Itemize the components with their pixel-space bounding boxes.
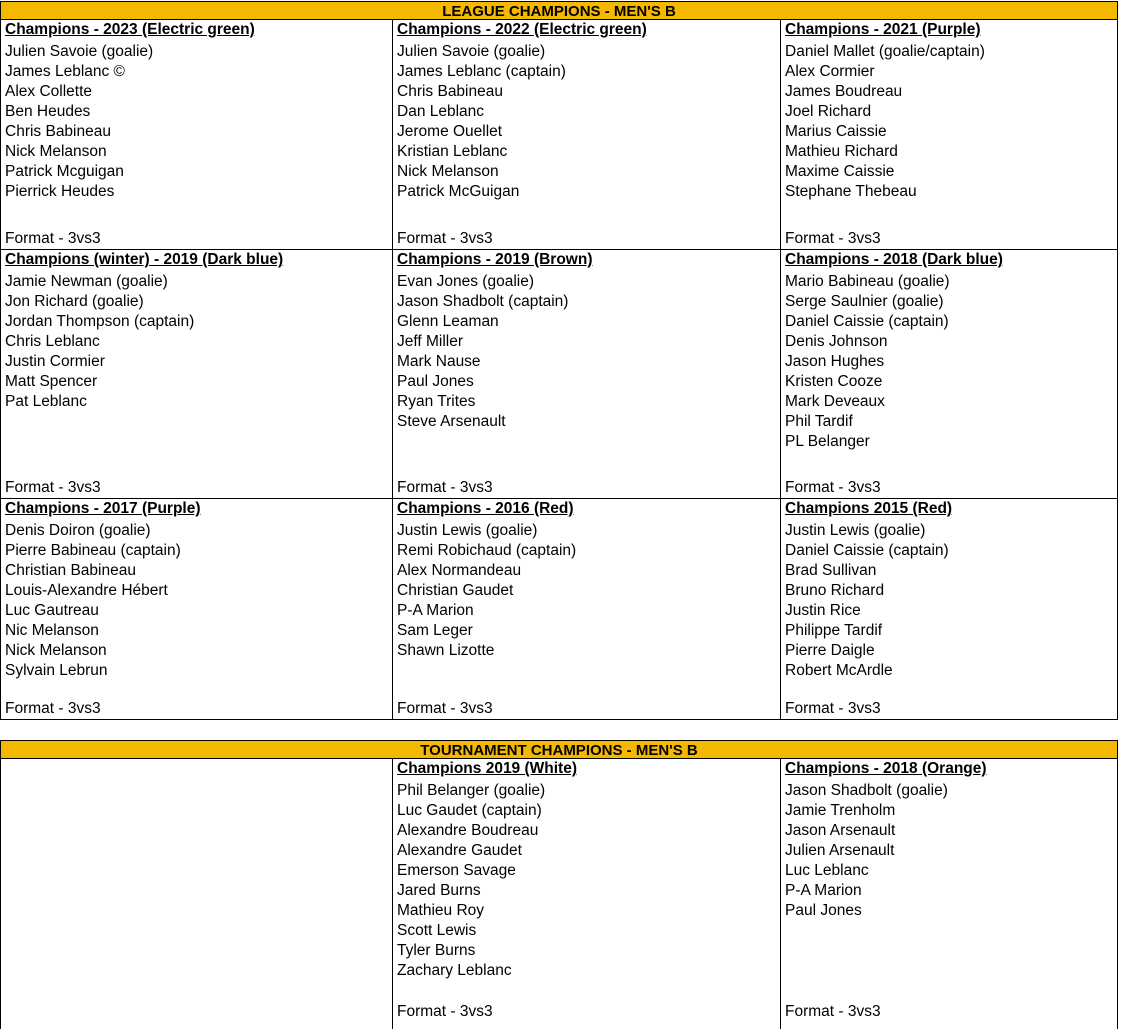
player-name: Jamie Newman (goalie) <box>5 273 168 290</box>
team-format: Format - 3vs3 <box>397 700 493 717</box>
team-title: Champions - 2018 (Orange) <box>785 760 987 777</box>
player-name: Alex Collette <box>5 83 93 100</box>
player-name: Pierre Babineau (captain) <box>5 542 181 559</box>
player-name: Ben Heudes <box>5 103 91 120</box>
player-name: Jordan Thompson (captain) <box>5 313 195 330</box>
player-name: Mathieu Roy <box>397 902 485 919</box>
player-name: Jamie Trenholm <box>785 802 896 819</box>
player-name: Nick Melanson <box>5 143 107 160</box>
player-name: Jason Hughes <box>785 353 885 370</box>
team-card <box>392 499 780 720</box>
player-name: Chris Babineau <box>5 123 111 140</box>
player-name: Bruno Richard <box>785 582 885 599</box>
player-name: Justin Lewis (goalie) <box>785 522 926 539</box>
player-name: Pierre Daigle <box>785 642 875 659</box>
player-name: James Boudreau <box>785 83 903 100</box>
player-name: Remi Robichaud (captain) <box>397 542 577 559</box>
player-name: Jeff Miller <box>397 333 464 350</box>
team-card <box>0 250 392 499</box>
player-name: Zachary Leblanc <box>397 962 512 979</box>
player-name: Luc Gautreau <box>5 602 99 619</box>
player-name: Mathieu Richard <box>785 143 898 160</box>
team-title: Champions 2019 (White) <box>397 760 577 777</box>
player-name: Louis-Alexandre Hébert <box>5 582 168 599</box>
player-name: Justin Lewis (goalie) <box>397 522 538 539</box>
team-format: Format - 3vs3 <box>397 1003 493 1020</box>
player-name: Daniel Caissie (captain) <box>785 313 949 330</box>
team-format: Format - 3vs3 <box>5 479 101 496</box>
team-format: Format - 3vs3 <box>5 700 101 717</box>
team-title: Champions - 2018 (Dark blue) <box>785 251 1003 268</box>
team-card <box>392 250 780 499</box>
player-name: Julien Savoie (goalie) <box>5 43 154 60</box>
player-name: Maxime Caissie <box>785 163 895 180</box>
tournament-banner: TOURNAMENT CHAMPIONS - MEN'S B <box>0 740 1118 759</box>
player-name: Serge Saulnier (goalie) <box>785 293 944 310</box>
player-name: Paul Jones <box>785 902 862 919</box>
team-title: Champions - 2017 (Purple) <box>5 500 201 517</box>
player-name: Ryan Trites <box>397 393 476 410</box>
player-name: Daniel Caissie (captain) <box>785 542 949 559</box>
league-section <box>0 1 1118 720</box>
player-name: Stephane Thebeau <box>785 183 917 200</box>
player-name: Mario Babineau (goalie) <box>785 273 950 290</box>
team-title: Champions - 2022 (Electric green) <box>397 21 647 38</box>
player-name: Marius Caissie <box>785 123 887 140</box>
team-format: Format - 3vs3 <box>785 1003 881 1020</box>
team-format: Format - 3vs3 <box>785 230 881 247</box>
tournament-section <box>0 740 1118 1019</box>
player-name: Mark Deveaux <box>785 393 885 410</box>
player-name: James Leblanc (captain) <box>397 63 566 80</box>
player-name: James Leblanc © <box>5 63 125 80</box>
player-name: Jason Arsenault <box>785 822 896 839</box>
player-name: Nick Melanson <box>397 163 499 180</box>
player-name: Steve Arsenault <box>397 413 506 430</box>
player-name: Chris Leblanc <box>5 333 100 350</box>
player-name: Matt Spencer <box>5 373 98 390</box>
player-name: Justin Cormier <box>5 353 105 370</box>
player-name: Shawn Lizotte <box>397 642 495 659</box>
player-name: Julien Savoie (goalie) <box>397 43 546 60</box>
team-title: Champions - 2019 (Brown) <box>397 251 593 268</box>
team-title: Champions - 2021 (Purple) <box>785 21 981 38</box>
player-name: Jason Shadbolt (captain) <box>397 293 569 310</box>
player-name: Emerson Savage <box>397 862 516 879</box>
player-name: Nic Melanson <box>5 622 99 639</box>
team-title <box>5 759 392 781</box>
team-format: Format - 3vs3 <box>397 479 493 496</box>
player-name: Philippe Tardif <box>785 622 883 639</box>
player-name: Alex Cormier <box>785 63 875 80</box>
player-name: Luc Gaudet (captain) <box>397 802 542 819</box>
player-name: P-A Marion <box>785 882 862 899</box>
player-name: Christian Gaudet <box>397 582 514 599</box>
team-card <box>780 499 1118 720</box>
player-name: Alex Normandeau <box>397 562 522 579</box>
team-title: Champions 2015 (Red) <box>785 500 953 517</box>
player-name: Paul Jones <box>397 373 474 390</box>
player-name: Dan Leblanc <box>397 103 485 120</box>
player-name: Jerome Ouellet <box>397 123 503 140</box>
player-name: Nick Melanson <box>5 642 107 659</box>
player-name: Evan Jones (goalie) <box>397 273 534 290</box>
player-name: P-A Marion <box>397 602 474 619</box>
player-name: Jared Burns <box>397 882 481 899</box>
player-name: Chris Babineau <box>397 83 503 100</box>
player-name: Brad Sullivan <box>785 562 877 579</box>
player-name: Alexandre Boudreau <box>397 822 539 839</box>
team-title: Champions - 2016 (Red) <box>397 500 574 517</box>
player-name: Denis Johnson <box>785 333 888 350</box>
player-name: Alexandre Gaudet <box>397 842 522 859</box>
player-name: PL Belanger <box>785 433 870 450</box>
player-name: Julien Arsenault <box>785 842 895 859</box>
player-name: Luc Leblanc <box>785 862 869 879</box>
team-card <box>780 759 1118 1029</box>
player-name: Kristen Cooze <box>785 373 883 390</box>
player-name: Patrick Mcguigan <box>5 163 124 180</box>
team-card <box>780 250 1118 499</box>
team-card <box>392 20 780 250</box>
player-name: Denis Doiron (goalie) <box>5 522 151 539</box>
player-name: Sylvain Lebrun <box>5 662 108 679</box>
team-card <box>392 759 780 1029</box>
team-card <box>0 499 392 720</box>
team-format: Format - 3vs3 <box>785 479 881 496</box>
player-name: Justin Rice <box>785 602 861 619</box>
player-name: Kristian Leblanc <box>397 143 508 160</box>
player-name: Phil Belanger (goalie) <box>397 782 546 799</box>
player-name: Glenn Leaman <box>397 313 499 330</box>
team-format: Format - 3vs3 <box>5 230 101 247</box>
team-title: Champions (winter) - 2019 (Dark blue) <box>5 251 284 268</box>
league-grid <box>0 20 1118 720</box>
team-title: Champions - 2023 (Electric green) <box>5 21 255 38</box>
player-name: Christian Babineau <box>5 562 136 579</box>
team-card <box>0 20 392 250</box>
team-card <box>0 759 392 1029</box>
player-name: Sam Leger <box>397 622 473 639</box>
player-name: Pierrick Heudes <box>5 183 115 200</box>
team-format: Format - 3vs3 <box>785 700 881 717</box>
team-card <box>780 20 1118 250</box>
player-name: Joel Richard <box>785 103 872 120</box>
player-name: Scott Lewis <box>397 922 477 939</box>
tournament-grid <box>0 759 1118 1019</box>
player-name: Tyler Burns <box>397 942 476 959</box>
player-name: Daniel Mallet (goalie/captain) <box>785 43 985 60</box>
league-banner: LEAGUE CHAMPIONS - MEN'S B <box>0 1 1118 20</box>
player-name: Phil Tardif <box>785 413 853 430</box>
player-name: Jon Richard (goalie) <box>5 293 144 310</box>
player-name: Pat Leblanc <box>5 393 87 410</box>
player-name: Jason Shadbolt (goalie) <box>785 782 948 799</box>
team-format: Format - 3vs3 <box>397 230 493 247</box>
player-name: Robert McArdle <box>785 662 893 679</box>
player-name: Patrick McGuigan <box>397 183 520 200</box>
player-name: Mark Nause <box>397 353 481 370</box>
